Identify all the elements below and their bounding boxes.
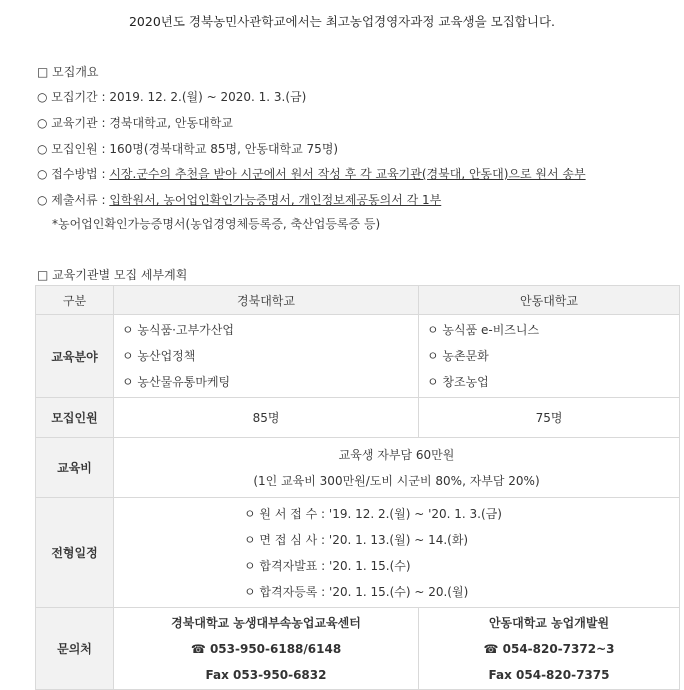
docs-note: *농어업인확인가능증명서(농업경영체등록증, 축산업등록증 등): [52, 217, 381, 231]
table-header-row: [36, 286, 680, 315]
method-prefix: ○ 접수방법 :: [37, 167, 110, 181]
table-row-quota: [36, 398, 680, 438]
docs-line: [37, 191, 441, 208]
fee-content: [114, 438, 680, 498]
method-text: 시장.군수의 추천을 받아 시군에서 원서 작성 후 각 교육기관(경북대, 안동대)으로 원서 송부: [109, 167, 586, 181]
contact-anu-fax: Fax 054-820-7375: [488, 667, 610, 682]
schedule-item: ㅇ 합격자발표 : '20. 1. 15.(수): [244, 558, 411, 573]
detail-table: [35, 285, 680, 690]
table-row-fee: [36, 438, 680, 498]
field-anu-item: ㅇ 창조농업: [427, 375, 489, 389]
header-anu: 안동대학교: [419, 286, 680, 315]
page-title: 2020년도 경북농민사관학교에서는 최고농업경영자과정 교육생을 모집합니다.: [128, 14, 555, 29]
contact-knu-fax: Fax 053-950-6832: [205, 667, 327, 682]
overview-heading: □ 모집개요: [37, 65, 99, 79]
contact-knu-name: 경북대학교 농생대부속농업교육센터: [171, 615, 361, 630]
fee-label: 교육비: [36, 438, 114, 498]
quota-knu: 85명: [114, 398, 419, 438]
quota-label: 모집인원: [36, 398, 114, 438]
schedule-content: [114, 498, 680, 608]
institutions-line: ○ 교육기관 : 경북대학교, 안동대학교: [37, 116, 233, 130]
contact-knu-tel: ☎ 053-950-6188/6148: [190, 641, 342, 656]
field-anu-item: ㅇ 농식품 e-비즈니스: [427, 323, 540, 337]
table-row-field: [36, 315, 680, 398]
contact-anu-name: 안동대학교 농업개발원: [488, 615, 610, 630]
schedule-item: ㅇ 원 서 접 수 : '19. 12. 2.(월) ~ '20. 1. 3.(금): [244, 506, 502, 521]
fee-line-1: 교육생 자부담 60만원: [338, 447, 455, 462]
field-knu: [114, 315, 419, 398]
field-anu-item: ㅇ 농촌문화: [427, 349, 489, 363]
method-line: [37, 165, 586, 182]
docs-text: 입학원서, 농어업인확인가능증명서, 개인정보제공동의서 각 1부: [109, 193, 442, 207]
detail-heading: □ 교육기관별 모집 세부계획: [37, 268, 188, 282]
headcount-line: ○ 모집인원 : 160명(경북대학교 85명, 안동대학교 75명): [37, 142, 339, 156]
schedule-item: ㅇ 합격자등록 : '20. 1. 15.(수) ~ 20.(월): [244, 584, 469, 599]
field-knu-item: ㅇ 농식품·고부가산업: [122, 323, 234, 337]
docs-prefix: ○ 제출서류 :: [37, 193, 110, 207]
header-knu: 경북대학교: [114, 286, 419, 315]
contact-anu: [419, 608, 680, 690]
quota-anu: 75명: [419, 398, 680, 438]
fee-line-2: (1인 교육비 300만원/도비 시군비 80%, 자부담 20%): [253, 473, 540, 488]
field-knu-item: ㅇ 농산물유통마케팅: [122, 375, 231, 389]
schedule-item: ㅇ 면 접 심 사 : '20. 1. 13.(월) ~ 14.(화): [244, 532, 469, 547]
contact-label: 문의처: [36, 608, 114, 690]
period-line: ○ 모집기간 : 2019. 12. 2.(월) ~ 2020. 1. 3.(금): [37, 90, 307, 104]
table-row-contact: [36, 608, 680, 690]
table-row-schedule: [36, 498, 680, 608]
contact-anu-tel: ☎ 054-820-7372~3: [483, 641, 615, 656]
field-label: 교육분야: [36, 315, 114, 398]
schedule-label: 전형일정: [36, 498, 114, 608]
contact-knu: [114, 608, 419, 690]
field-anu: [419, 315, 680, 398]
header-category: 구분: [36, 286, 114, 315]
field-knu-item: ㅇ 농산업정책: [122, 349, 196, 363]
